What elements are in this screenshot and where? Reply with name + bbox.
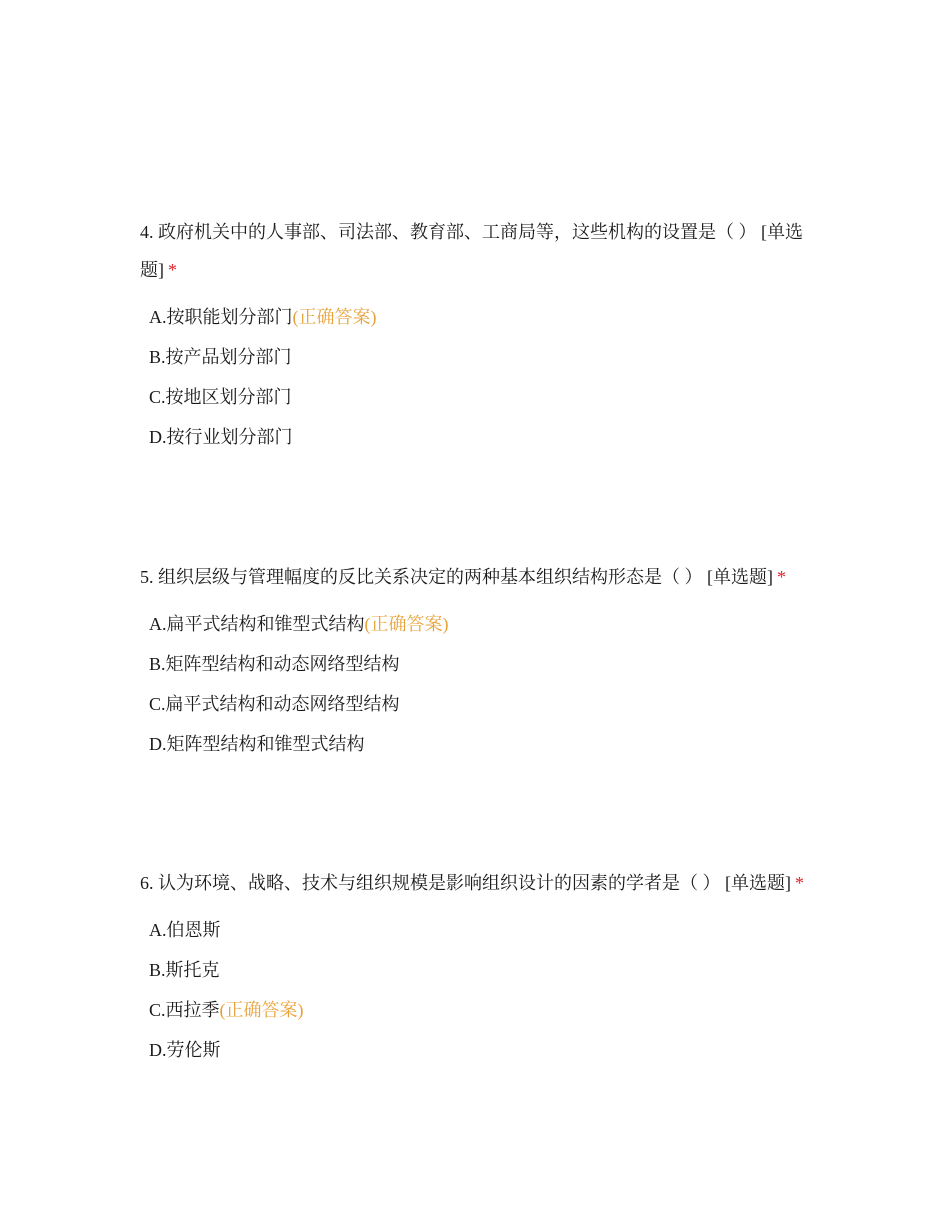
option-label: A.扁平式结构和锥型式结构 <box>149 614 365 634</box>
question-text: 4. 政府机关中的人事部、司法部、教育部、工商局等，这些机构的设置是（ ） [单选题] <box>140 222 803 280</box>
option-c <box>149 684 810 724</box>
required-mark: * <box>795 873 804 893</box>
correct-answer-mark: (正确答案) <box>219 1000 304 1020</box>
option-label: B.按产品划分部门 <box>149 347 292 367</box>
option-a <box>149 604 810 644</box>
option-label: C.扁平式结构和动态网络型结构 <box>149 694 400 714</box>
option-a <box>149 910 810 950</box>
question-text: 5. 组织层级与管理幅度的反比关系决定的两种基本组织结构形态是（ ） [单选题] <box>140 567 773 587</box>
option-b <box>149 644 810 684</box>
option-label: A.按职能划分部门 <box>149 307 293 327</box>
required-mark: * <box>168 260 177 280</box>
question-6 <box>140 864 810 1070</box>
option-label: B.斯托克 <box>149 960 220 980</box>
question-5 <box>140 558 810 764</box>
option-label: D.矩阵型结构和锥型式结构 <box>149 734 365 754</box>
option-list <box>140 604 810 764</box>
option-label: C.按地区划分部门 <box>149 387 292 407</box>
question-4 <box>140 213 810 457</box>
question-title <box>140 864 810 902</box>
question-text: 6. 认为环境、战略、技术与组织规模是影响组织设计的因素的学者是（ ） [单选题] <box>140 873 791 893</box>
option-a <box>149 297 810 337</box>
option-d <box>149 724 810 764</box>
required-mark: * <box>777 567 786 587</box>
option-list <box>140 297 810 457</box>
option-c <box>149 990 810 1030</box>
option-label: A.伯恩斯 <box>149 920 221 940</box>
option-label: D.按行业划分部门 <box>149 427 293 447</box>
option-d <box>149 417 810 457</box>
option-label: B.矩阵型结构和动态网络型结构 <box>149 654 400 674</box>
correct-answer-mark: (正确答案) <box>364 614 449 634</box>
option-b <box>149 950 810 990</box>
option-label: C.西拉季 <box>149 1000 220 1020</box>
option-d <box>149 1030 810 1070</box>
question-title <box>140 213 810 289</box>
option-label: D.劳伦斯 <box>149 1040 221 1060</box>
option-c <box>149 377 810 417</box>
question-title <box>140 558 810 596</box>
correct-answer-mark: (正确答案) <box>292 307 377 327</box>
option-b <box>149 337 810 377</box>
option-list <box>140 910 810 1070</box>
